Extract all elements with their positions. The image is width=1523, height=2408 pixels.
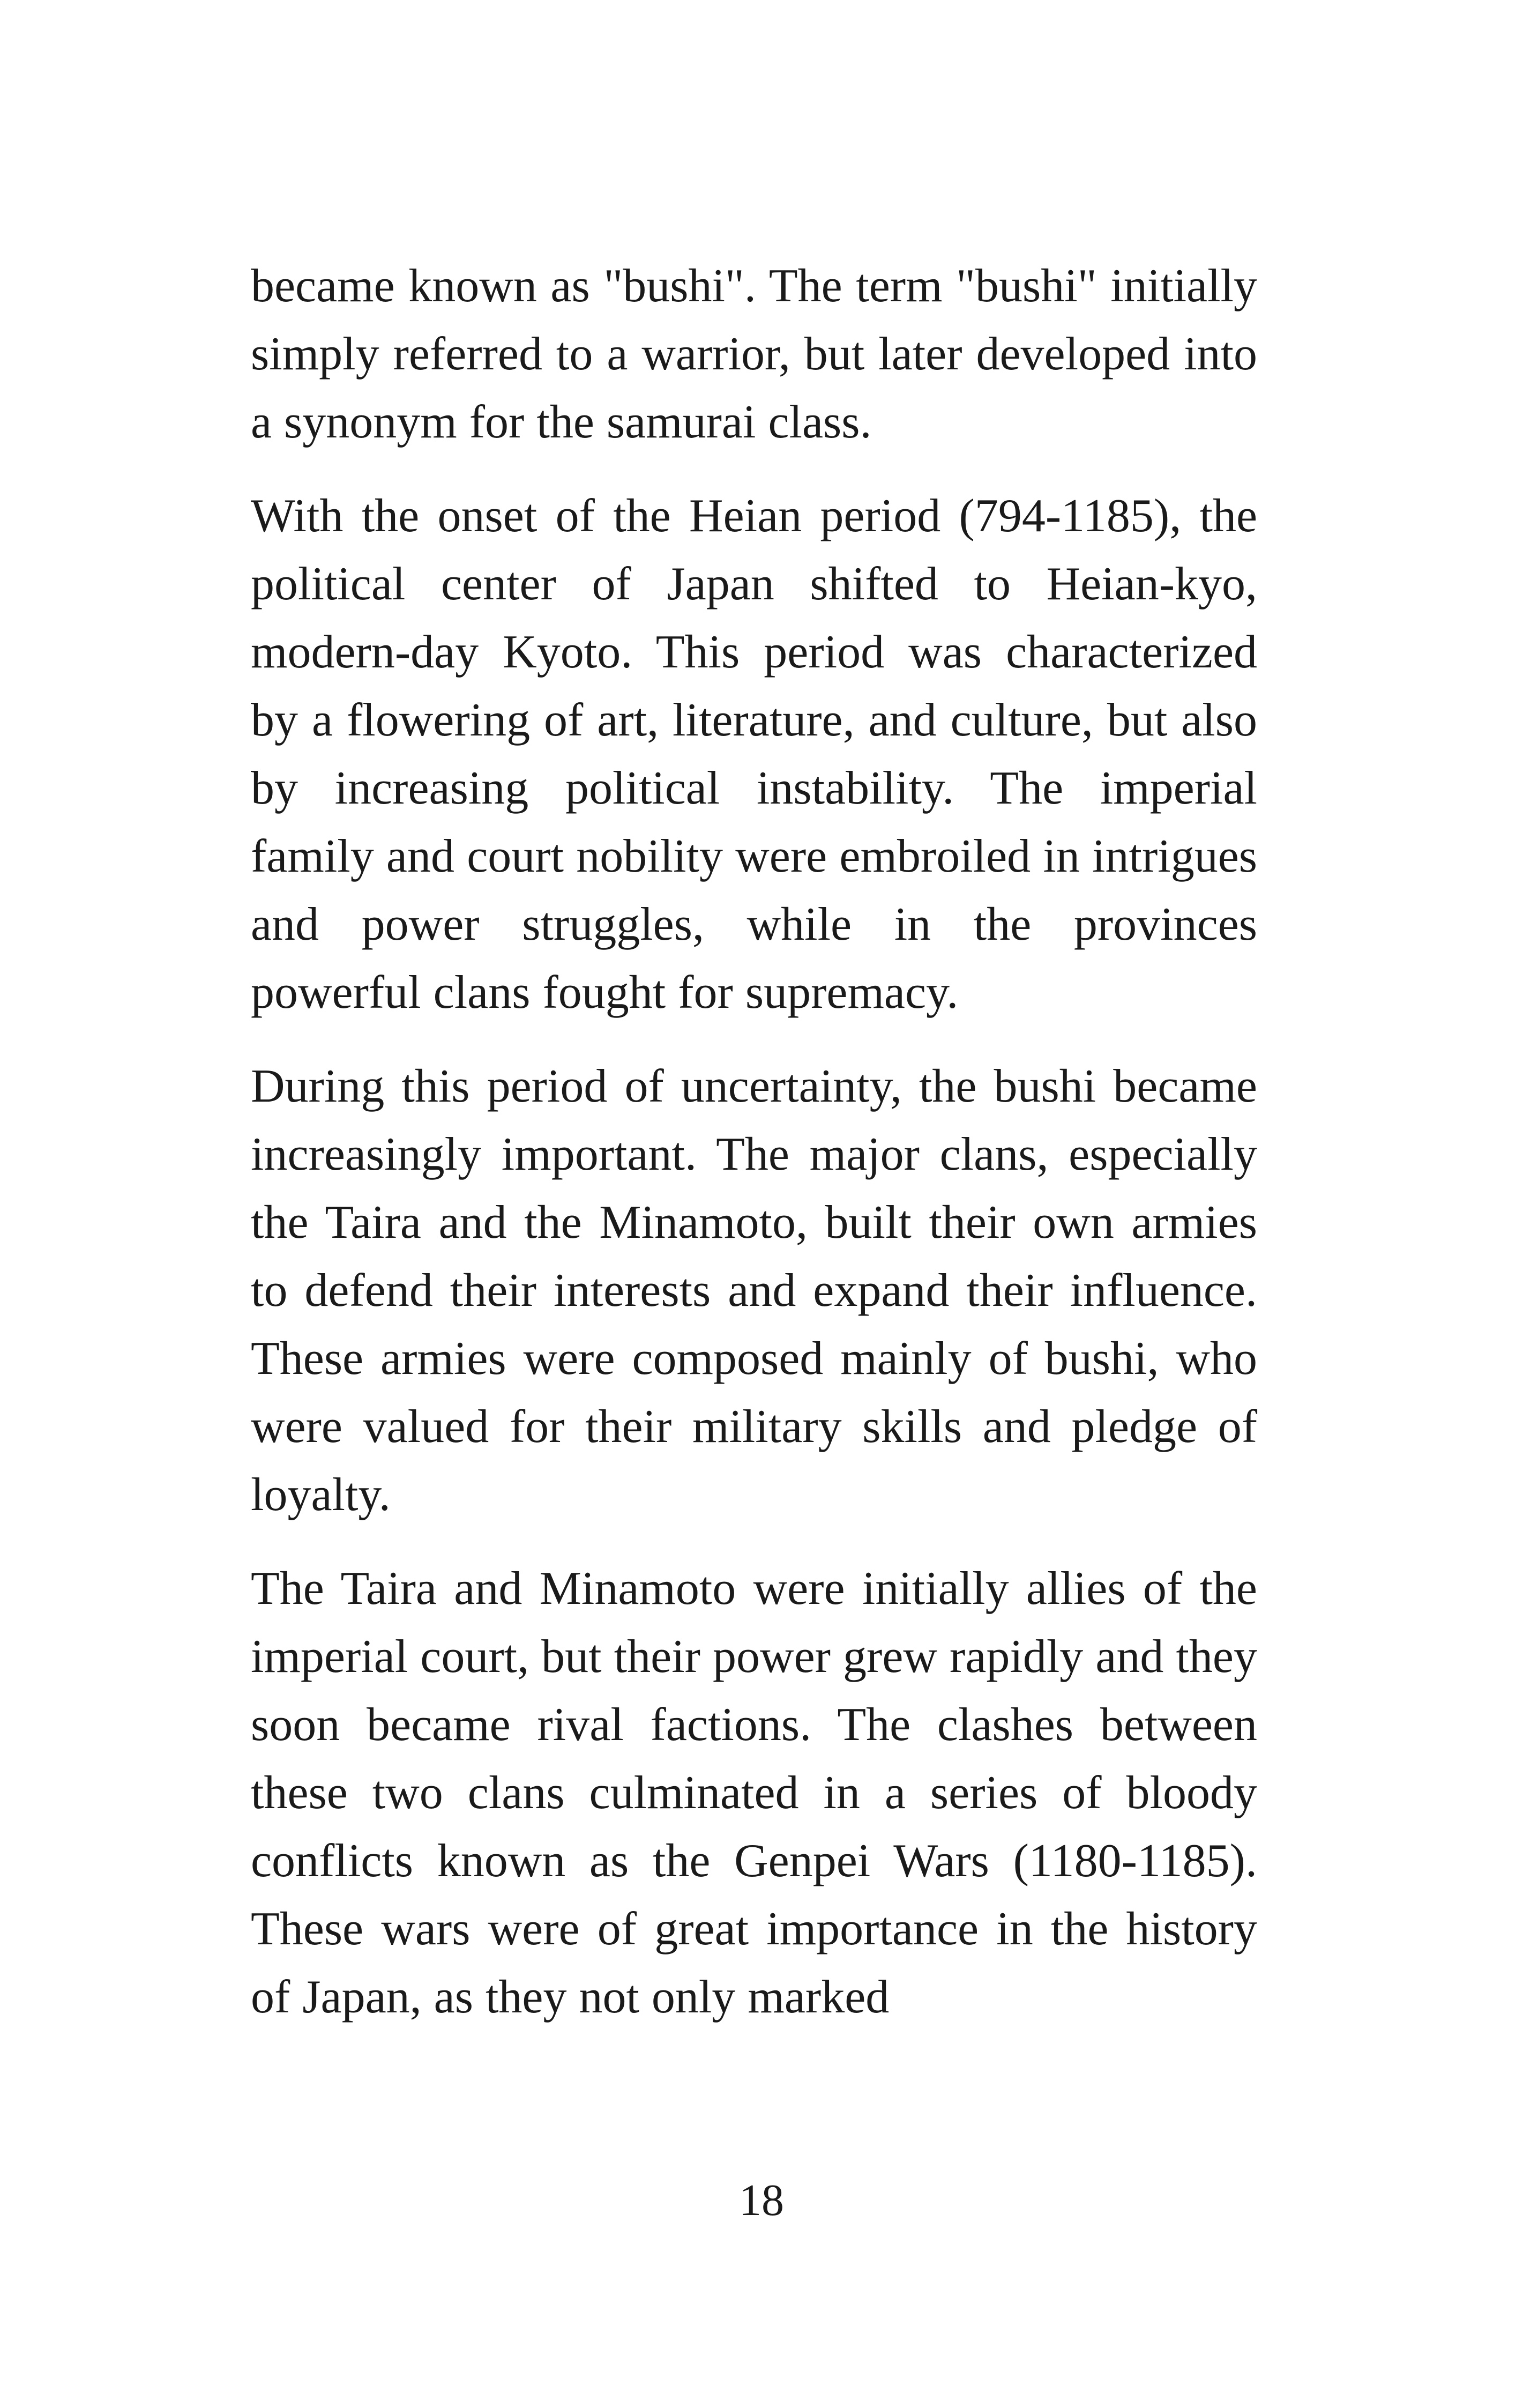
page-number: 18	[739, 2175, 784, 2225]
paragraph-bushi-importance: During this period of uncertainty, the bushi became increasingly important. The major clans, especially the Taira and the Minamoto, built their own armies to defend their interests and expand their influence. These armies were composed mainly of bushi, who were valued for their military skills and pledge of loyalty.	[251, 1060, 1257, 1521]
paragraph-genpei-wars: The Taira and Minamoto were initially allies of the imperial court, but their power grew rapidly and they soon became rival factions. The clashes between these two clans culminated in a series of bloody conflicts known as the Genpei Wars (1180-1185). These wars were of great importance in the history of Japan, as they not only marked	[251, 1563, 1257, 2023]
paragraph-heian-period: With the onset of the Heian period (794-1185), the political center of Japan shifted to Heian-kyo, modern-day Kyoto. This period was characterized by a flowering of art, literature, and culture, but also by increasing political instability. The imperial family and court nobility were embroiled in intrigues and power struggles, while in the provinces powerful clans fought for supremacy.	[251, 490, 1257, 1019]
body-text	[251, 252, 1257, 2031]
paragraph-bushi-term: became known as "bushi". The term "bushi" initially simply referred to a warrior, but later developed into a synonym for the samurai class.	[251, 260, 1257, 448]
